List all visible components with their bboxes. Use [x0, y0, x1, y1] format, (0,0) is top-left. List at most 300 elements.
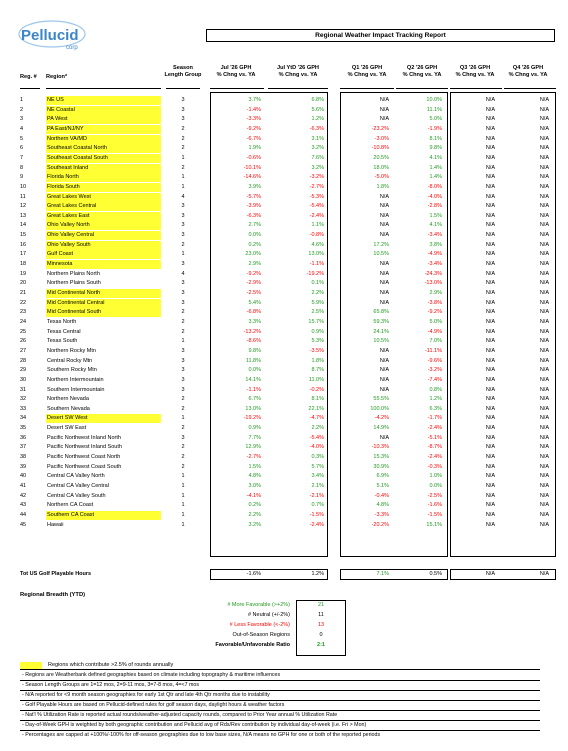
value-jul: -6.7%	[246, 135, 261, 142]
value-ytd: 3.2%	[311, 164, 324, 171]
table-row	[0, 463, 568, 472]
header-underline	[20, 88, 40, 89]
season-length-group: 1	[181, 251, 185, 258]
region-name: Southern Rocky Mtn	[47, 367, 97, 374]
value-jul: 3.3%	[248, 318, 261, 325]
value-q1: 59.3%	[373, 318, 389, 325]
row-number: 25	[20, 328, 27, 335]
region-name: Southern CA Coast	[46, 511, 161, 520]
table-row	[0, 183, 568, 192]
table-row	[0, 366, 568, 375]
value-q4: N/A	[539, 183, 549, 190]
value-q1: 1.8%	[376, 183, 389, 190]
value-ytd: -2.4%	[309, 521, 324, 528]
value-ytd: 3.2%	[311, 145, 324, 152]
value-q1: -10.8%	[371, 145, 389, 152]
row-number: 39	[20, 463, 27, 470]
value-ytd: -4.0%	[309, 444, 324, 451]
value-q4: N/A	[539, 174, 549, 181]
region-name: Texas Central	[47, 328, 81, 335]
value-jul: 5.4%	[248, 299, 261, 306]
value-ytd: 0.1%	[311, 280, 324, 287]
value-q2: -3.4%	[427, 261, 442, 268]
value-q3: N/A	[485, 251, 495, 258]
value-jul: 1.5%	[248, 463, 261, 470]
table-row	[0, 434, 568, 443]
value-q2: 1.4%	[429, 164, 442, 171]
value-ytd: 15.7%	[308, 318, 324, 325]
value-jul: -1.1%	[246, 386, 261, 393]
row-number: 2	[20, 106, 24, 113]
breadth-label-more: # More Favorable (>+2%)	[227, 602, 290, 608]
value-ytd: 22.1%	[308, 405, 324, 412]
season-length-group: 2	[181, 135, 185, 142]
header-q1: Q1 '26 GPH % Chng vs. YA	[347, 65, 387, 78]
table-row	[0, 173, 568, 182]
region-name: Hawaii	[47, 521, 64, 528]
table-row	[0, 144, 568, 153]
total-q4: N/A	[539, 571, 549, 577]
value-q4: N/A	[539, 473, 549, 480]
region-name: Texas North	[47, 318, 77, 325]
value-q2: 10.0%	[426, 97, 442, 103]
row-number: 45	[20, 521, 27, 528]
table-row	[0, 125, 568, 134]
table-row	[0, 443, 568, 452]
value-q3: N/A	[485, 145, 495, 152]
value-q3: N/A	[485, 338, 495, 345]
header-q2: Q2 '26 GPH % Chng vs. YA	[402, 65, 442, 78]
region-name: Great Lakes West	[46, 193, 161, 202]
value-q4: N/A	[539, 261, 549, 268]
value-q4: N/A	[539, 318, 549, 325]
row-number: 11	[20, 193, 26, 200]
value-q3: N/A	[485, 261, 495, 268]
row-number: 31	[20, 386, 27, 393]
region-name: Central CA Valley Central	[47, 483, 109, 489]
value-q1: 24.1%	[373, 328, 389, 335]
region-name: Florida North	[46, 173, 161, 182]
region-name: Central CA Valley South	[47, 492, 106, 499]
value-q4: N/A	[539, 193, 549, 200]
header-underline	[166, 88, 200, 89]
value-ytd: 5.3%	[311, 338, 324, 345]
row-number: 23	[20, 309, 27, 316]
row-number: 44	[20, 511, 27, 518]
table-row	[0, 308, 568, 317]
season-length-group: 3	[181, 357, 185, 364]
season-length-group: 4	[181, 193, 185, 200]
header-q3: Q3 '26 GPH % Chng vs. YA	[455, 65, 495, 78]
season-length-group: 2	[181, 309, 185, 316]
value-q3: N/A	[485, 135, 495, 142]
season-length-group: 1	[181, 183, 185, 190]
table-row	[0, 135, 568, 144]
value-q4: N/A	[539, 222, 549, 229]
season-length-group: 3	[181, 212, 185, 219]
value-q2: 5.0%	[429, 318, 442, 325]
value-q1: N/A	[379, 261, 389, 268]
row-number: 7	[20, 154, 24, 161]
row-number: 15	[20, 232, 27, 239]
value-jul: 7.7%	[248, 434, 261, 441]
value-q2: -8.7%	[427, 444, 442, 451]
region-name: Ohio Valley Central	[46, 231, 161, 240]
value-q2: 1.5%	[429, 212, 442, 219]
value-q1: -23.2%	[371, 125, 389, 132]
table-row	[0, 279, 568, 288]
value-q1: N/A	[379, 193, 389, 200]
value-q3: N/A	[485, 222, 495, 229]
value-q4: N/A	[539, 511, 549, 518]
value-ytd: 1.2%	[311, 116, 324, 123]
season-length-group: 1	[181, 511, 185, 518]
table-row	[0, 106, 568, 115]
total-q-box	[340, 569, 448, 580]
region-name: Desert SW West	[46, 414, 161, 423]
region-name: Southeast Inland	[46, 164, 161, 173]
value-ytd: 3.1%	[311, 135, 324, 142]
value-ytd: 7.6%	[311, 154, 324, 161]
total-jul: -1.6%	[246, 571, 261, 577]
season-length-group: 2	[181, 454, 185, 461]
value-q4: N/A	[539, 145, 549, 152]
value-q1: N/A	[379, 347, 389, 354]
value-ytd: 0.9%	[311, 328, 324, 335]
value-q4: N/A	[539, 463, 549, 470]
value-q3: N/A	[485, 174, 495, 181]
header-region: Region*	[46, 74, 68, 80]
region-name: PA West	[46, 115, 161, 124]
table-row	[0, 357, 568, 366]
row-number: 43	[20, 502, 27, 509]
value-q1: 18.0%	[373, 164, 389, 171]
total-q2: 0.5%	[429, 571, 442, 577]
value-q3: N/A	[485, 309, 495, 316]
logo-text: Pellucid	[21, 27, 79, 44]
value-ytd: -5.4%	[309, 203, 324, 210]
value-q2: -2.4%	[427, 425, 442, 432]
value-q2: -24.3%	[424, 270, 442, 277]
value-q3: N/A	[485, 444, 495, 451]
breadth-value-out-of-season: 0	[319, 632, 323, 638]
value-ytd: -1.1%	[309, 261, 324, 268]
value-q1: N/A	[379, 232, 389, 239]
region-name: Northern Intermountain	[47, 376, 104, 383]
row-number: 34	[20, 415, 27, 422]
value-q1: 30.9%	[373, 463, 389, 470]
value-q1: N/A	[379, 222, 389, 229]
row-number: 3	[20, 116, 24, 123]
season-length-group: 2	[181, 405, 185, 412]
value-q3: N/A	[485, 193, 495, 200]
table-row	[0, 115, 568, 124]
value-q4: N/A	[539, 357, 549, 364]
value-jul: 9.8%	[248, 347, 261, 354]
value-jul: 0.0%	[248, 367, 261, 374]
value-q2: -2.5%	[427, 492, 442, 499]
value-q3: N/A	[485, 425, 495, 432]
row-number: 36	[20, 434, 27, 441]
row-number: 35	[20, 425, 27, 432]
table-row	[0, 501, 568, 510]
value-q1: 55.5%	[373, 396, 389, 403]
value-q1: -4.2%	[374, 415, 389, 422]
value-jul: 3.7%	[248, 97, 261, 103]
region-name: Central Rocky Mtn	[47, 357, 93, 364]
region-name: Southeast Coastal South	[46, 154, 161, 163]
table-row	[0, 511, 568, 520]
value-q1: N/A	[379, 386, 389, 393]
row-number: 10	[20, 183, 27, 190]
value-jul: -3.9%	[246, 203, 261, 210]
value-q3: N/A	[485, 183, 495, 190]
value-q3: N/A	[485, 415, 495, 422]
header-underline	[396, 88, 448, 89]
value-q4: N/A	[539, 328, 549, 335]
value-q3: N/A	[485, 154, 495, 161]
region-name: NE US	[46, 96, 161, 105]
value-q3: N/A	[485, 357, 495, 364]
row-number: 16	[20, 241, 27, 248]
value-jul: 2.7%	[248, 222, 261, 229]
value-jul: -19.2%	[243, 415, 261, 422]
table-row	[0, 453, 568, 462]
row-number: 42	[20, 492, 27, 499]
season-length-group: 2	[181, 125, 185, 132]
region-name: Florida South	[46, 183, 161, 192]
value-q4: N/A	[539, 125, 549, 132]
value-q2: -13.0%	[424, 280, 442, 287]
value-jul: 0.0%	[248, 232, 261, 239]
region-name: Pacific Northwest Coast South	[47, 463, 122, 470]
value-ytd: 2.1%	[311, 483, 324, 489]
table-row	[0, 347, 568, 356]
footnote: - Percentages are capped at +100%/-100% for off-season geographies due to low base sizes, N/A means no GPH for one or both of the reported periods	[22, 732, 381, 738]
value-ytd: 2.2%	[311, 425, 324, 432]
breadth-value-less: 13	[317, 622, 325, 628]
season-length-group: 4	[181, 270, 185, 277]
value-q3: N/A	[485, 106, 495, 113]
region-name: Mid Continental North	[46, 289, 161, 298]
value-q3: N/A	[485, 212, 495, 219]
value-q4: N/A	[539, 492, 549, 499]
season-length-group: 3	[181, 232, 185, 239]
region-name: Northern Rocky Mtn	[47, 347, 96, 354]
value-jul: 1.9%	[248, 145, 261, 152]
value-q2: -2.4%	[427, 454, 442, 461]
value-q3: N/A	[485, 463, 495, 470]
season-length-group: 2	[181, 318, 185, 325]
value-jul: 3.2%	[248, 521, 261, 528]
table-row	[0, 289, 568, 298]
value-q1: N/A	[379, 434, 389, 441]
table-row	[0, 193, 568, 202]
value-jul: -5.7%	[246, 193, 261, 200]
value-q3: N/A	[485, 280, 495, 287]
value-q1: -5.0%	[374, 174, 389, 181]
value-q2: -3.4%	[427, 232, 442, 239]
value-q1: 15.3%	[373, 454, 389, 461]
row-number: 17	[20, 251, 27, 258]
footnote: - Season Length Groups are 1=12 mos, 2=9-11 mos, 3=7-8 mos, 4=<7 mos	[22, 682, 200, 688]
table-row	[0, 221, 568, 230]
value-q1: N/A	[379, 280, 389, 287]
value-q2: 4.1%	[429, 154, 442, 161]
value-q3: N/A	[485, 347, 495, 354]
value-q4: N/A	[539, 299, 549, 306]
value-q2: -4.9%	[427, 251, 442, 258]
value-ytd: 0.3%	[311, 454, 324, 461]
value-jul: 23.0%	[245, 251, 261, 258]
region-name: Mid Continental South	[46, 308, 161, 317]
total-label: Tot US Golf Playable Hours	[20, 571, 92, 577]
value-ytd: -5.4%	[309, 434, 324, 441]
value-ytd: 5.6%	[311, 106, 324, 113]
footnote: - Day-of-Week GPH is weighted by both geographic contribution and Pellucid avg of Rds/Rev contribution by individual day-of-week (i.e. Fri > Mon)	[22, 722, 367, 728]
region-name: Texas South	[47, 338, 78, 345]
season-length-group: 1	[181, 483, 185, 489]
value-ytd: 3.4%	[311, 473, 324, 480]
value-q2: 1.4%	[429, 174, 442, 181]
value-ytd: -1.5%	[309, 511, 324, 518]
row-number: 41	[20, 483, 27, 489]
value-jul: 0.2%	[248, 502, 261, 509]
table-row	[0, 337, 568, 346]
value-jul: 0.9%	[248, 425, 261, 432]
season-length-group: 3	[181, 106, 185, 113]
value-ytd: 8.7%	[311, 367, 324, 374]
value-q3: N/A	[485, 290, 495, 296]
value-q1: 100.0%	[370, 405, 389, 412]
value-q1: N/A	[379, 299, 389, 306]
breadth-label-ratio: Favorable/Unfavorable Ratio	[215, 642, 290, 648]
header-jul-gph: Jul '26 GPH % Chng vs. YA	[216, 65, 256, 78]
highlight-legend-swatch	[20, 662, 42, 669]
season-length-group: 3	[181, 290, 185, 296]
region-name: Northern VA/MD	[46, 135, 161, 144]
value-q4: N/A	[539, 454, 549, 461]
value-q4: N/A	[539, 396, 549, 403]
value-q1: N/A	[379, 290, 389, 296]
value-ytd: -2.1%	[309, 492, 324, 499]
table-row	[0, 96, 568, 105]
value-q3: N/A	[485, 116, 495, 123]
value-ytd: 2.2%	[311, 290, 324, 296]
value-q2: 9.8%	[429, 145, 442, 152]
total-q-box-2	[450, 569, 556, 580]
row-number: 37	[20, 444, 27, 451]
value-ytd: 5.9%	[311, 299, 324, 306]
row-number: 4	[20, 125, 24, 132]
value-q2: -0.3%	[427, 463, 442, 470]
highlight-legend-text: Regions which contribute >2.5% of rounds annually	[48, 662, 174, 668]
value-q3: N/A	[485, 232, 495, 239]
region-name: Ohio Valley North	[46, 221, 161, 230]
value-q4: N/A	[539, 347, 549, 354]
season-length-group: 3	[181, 347, 185, 354]
value-q4: N/A	[539, 154, 549, 161]
value-q3: N/A	[485, 483, 495, 489]
footnote: - Nat'l % Utilization Rate is reported actual rounds/weather-adjusted capacity rounds, compared to Prior Year annual % Utilization Rate	[22, 712, 338, 718]
region-name: Northern Nevada	[47, 396, 89, 403]
value-q2: 0.8%	[429, 386, 442, 393]
value-jul: -6.3%	[246, 212, 261, 219]
value-q4: N/A	[539, 425, 549, 432]
value-ytd: 11.0%	[308, 376, 324, 383]
value-q3: N/A	[485, 473, 495, 480]
table-row	[0, 250, 568, 259]
header-q4: Q4 '26 GPH % Chng vs. YA	[508, 65, 548, 78]
region-name: Southeast Coastal North	[46, 144, 161, 153]
row-number: 8	[20, 164, 24, 171]
value-jul: 13.0%	[245, 405, 261, 412]
value-jul: 14.1%	[245, 376, 261, 383]
table-row	[0, 270, 568, 279]
table-row	[0, 386, 568, 395]
table-row	[0, 212, 568, 221]
season-length-group: 2	[181, 425, 185, 432]
value-q2: -1.7%	[427, 415, 442, 422]
value-q3: N/A	[485, 386, 495, 393]
value-q2: -11.1%	[424, 347, 442, 354]
value-q1: 4.8%	[376, 502, 389, 509]
value-ytd: -3.2%	[309, 174, 324, 181]
header-underline	[340, 88, 394, 89]
region-name: Northern Plains North	[47, 270, 100, 277]
value-q3: N/A	[485, 97, 495, 103]
value-q2: -4.9%	[427, 328, 442, 335]
region-name: Great Lakes Central	[46, 202, 161, 211]
report-title: Regional Weather Impact Tracking Report	[206, 29, 555, 42]
row-number: 19	[20, 270, 27, 277]
value-q1: 10.5%	[373, 338, 389, 345]
season-length-group: 3	[181, 222, 185, 229]
total-q3: N/A	[485, 571, 495, 577]
value-q4: N/A	[539, 405, 549, 412]
value-jul: 12.9%	[245, 444, 261, 451]
value-q4: N/A	[539, 521, 549, 528]
table-row	[0, 492, 568, 501]
table-row	[0, 414, 568, 423]
value-q1: 14.9%	[373, 425, 389, 432]
table-row	[0, 260, 568, 269]
breadth-title: Regional Breadth (YTD)	[20, 592, 86, 598]
header-underline	[268, 88, 328, 89]
value-q4: N/A	[539, 106, 549, 113]
value-q4: N/A	[539, 502, 549, 509]
table-row	[0, 164, 568, 173]
region-name: Minnesota	[46, 260, 161, 269]
value-q4: N/A	[539, 367, 549, 374]
value-jul: -9.2%	[246, 125, 261, 132]
value-q3: N/A	[485, 396, 495, 403]
row-number: 26	[20, 338, 27, 345]
value-q1: -10.3%	[371, 444, 389, 451]
header-season-length: Season Length Group	[164, 65, 202, 78]
value-q3: N/A	[485, 376, 495, 383]
row-number: 33	[20, 405, 27, 412]
value-jul: -14.6%	[243, 174, 261, 181]
table-row	[0, 299, 568, 308]
value-q3: N/A	[485, 511, 495, 518]
value-q4: N/A	[539, 376, 549, 383]
table-row	[0, 154, 568, 163]
row-number: 40	[20, 473, 27, 480]
season-length-group: 3	[181, 367, 185, 374]
region-name: Pacific Northwest Inland South	[47, 444, 122, 451]
value-q1: N/A	[379, 106, 389, 113]
